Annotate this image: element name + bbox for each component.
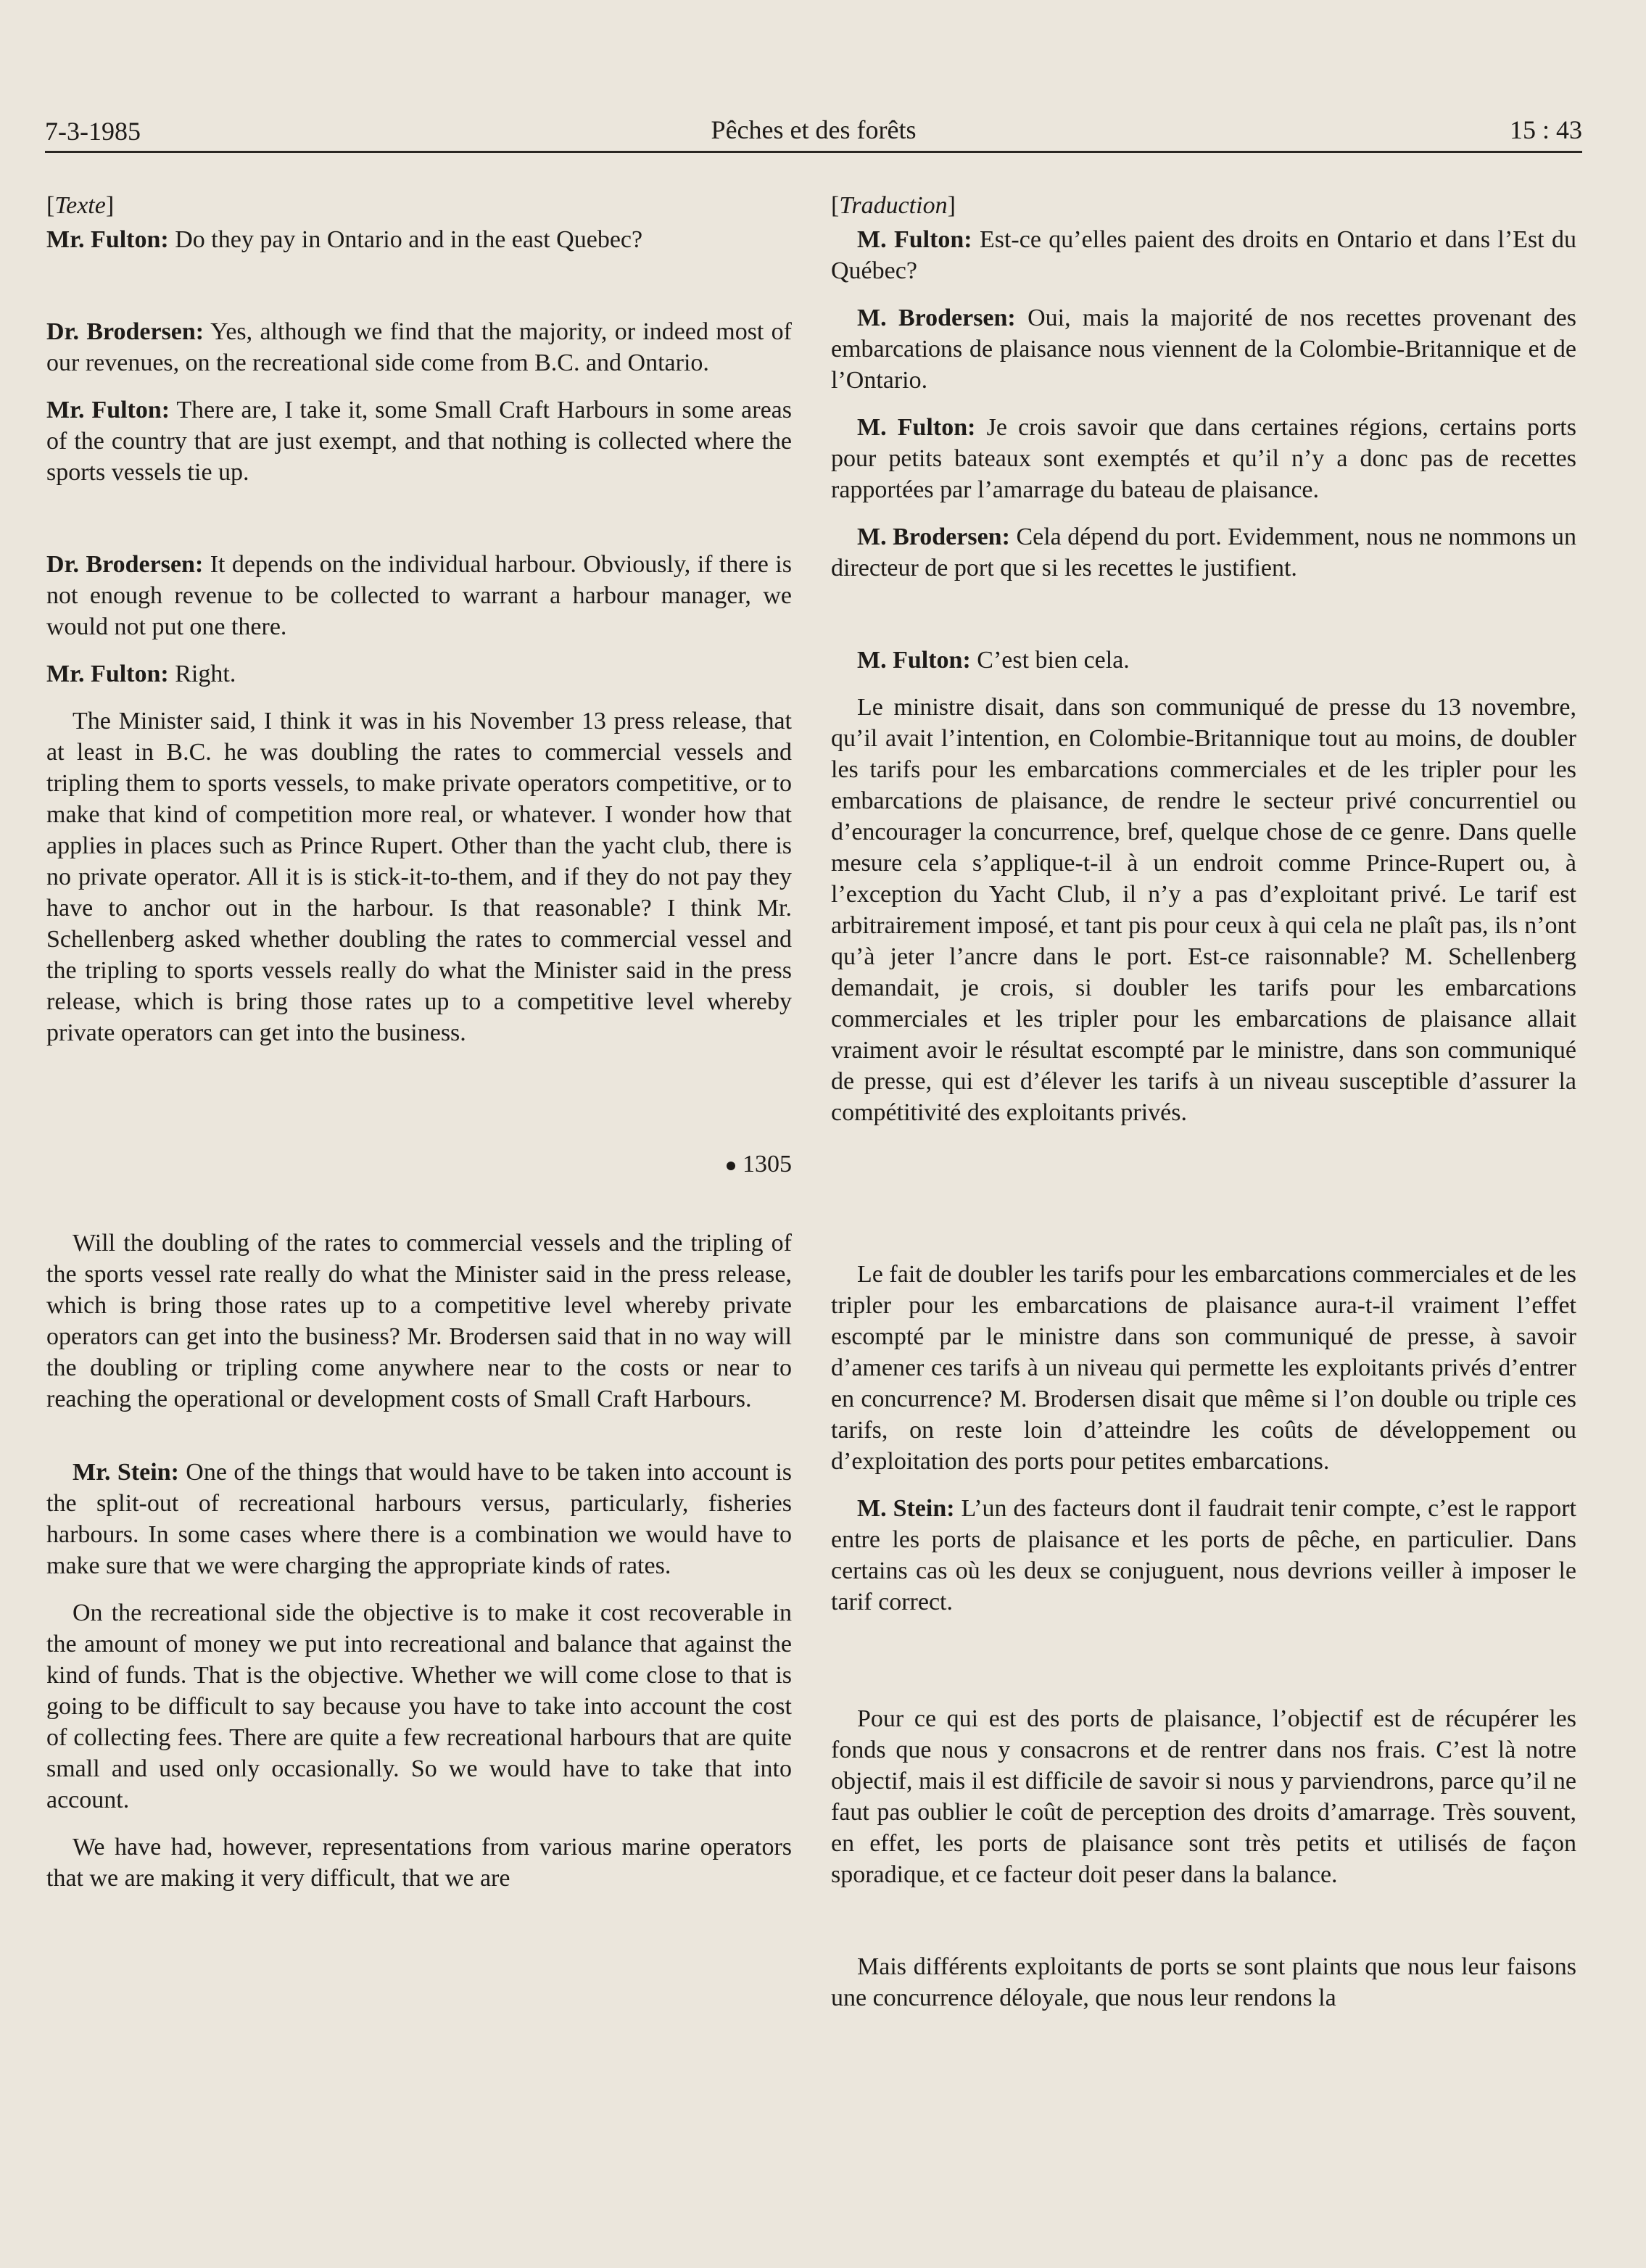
paragraph-fulton-1 (46, 224, 792, 255)
timestamp-marker (46, 1149, 792, 1180)
paragraph-fulton-1-fr (831, 224, 1576, 286)
header-title: Pêches et des forêts (711, 115, 917, 144)
section-tag-label: Texte (54, 192, 106, 219)
header-date: 7-3-1985 (45, 117, 141, 146)
speaker-name: M. Stein: (857, 1495, 955, 1522)
paragraph-text: There are, I take it, some Small Craft Harbours in some areas of the country that are just exempt, and that nothing is collected where the sports vessels tie up. (46, 397, 792, 486)
paragraph-brodersen-2-fr (831, 521, 1576, 584)
speaker-name: M. Brodersen: (857, 523, 1010, 550)
section-tag-traduction: [Traduction] (831, 192, 956, 219)
paragraph-fulton-4-fr: Le ministre disait, dans son communiqué de presse du 13 novembre, qu’il avait l’intention, en Colombie-Britannique tout au moins, de doubler les tarifs pour les embarcations commerciales et de les tripler pour les embarcations de plaisance, de rendre le secteur privé concurrentiel ou d’encourager la concurrence, bref, quelque chose de ce genre. Dans quelle mesure cela s’applique-t-il à un endroit comme Prince-Rupert ou, à l’exception du Yacht Club, il n’y a pas d’exploitant privé. Le tarif est arbitrairement imposé, et tant pis pour ceux à qui cela ne plaît pas, ils n’ont qu’à jeter l’ancre dans le port. Est-ce raisonnable? M. Schellenberg demandait, je crois, si doubler les tarifs pour les embarcations commerciales et les tripler pour les embarcations de plaisance allait vraiment avoir le résultat escompté par le ministre, dans son communiqué de presse, qui est d’élever les tarifs à un niveau susceptible d’assurer la compétitivité des exploitants privés. (831, 694, 1576, 1126)
paragraph-text: One of the things that would have to be taken into account is the split-out of recreational harbours versus, particularly, fisheries harbours. In some cases where there is a combination we would have to make sure that we were charging the appropriate kinds of rates. (46, 1459, 793, 1579)
speaker-name: M. Fulton: (857, 647, 971, 674)
paragraph-stein-3-fr: Mais différents exploitants de ports se sont plaints que nous leur faisons une concurrence déloyale, que nous leur rendons la (831, 1953, 1576, 2011)
paragraph-text: C’est bien cela. (970, 647, 1130, 674)
page-header (45, 109, 1582, 153)
speaker-name: Mr. Fulton: (46, 661, 169, 687)
header-page-number: 15 : 43 (1509, 115, 1582, 144)
paragraph-text: Oui, mais la majorité de nos recettes provenant des embarcations de plaisance nous viennent de la Colombie-Britannique et de l’Ontario. (831, 305, 1577, 394)
speaker-name: M. Brodersen: (857, 305, 1016, 331)
speaker-name: Mr. Stein: (73, 1459, 179, 1486)
paragraph-text: It depends on the individual harbour. Obviously, if there is not enough revenue to be collected to warrant a harbour manager, we would not put one there. (46, 551, 792, 640)
paragraph-stein-1-fr (831, 1493, 1576, 1618)
paragraph-fulton-3-fr (831, 645, 1576, 676)
speaker-name: Mr. Fulton: (46, 397, 170, 423)
paragraph-text: L’un des facteurs dont il faudrait tenir compte, c’est le rapport entre les ports de plaisance et les ports de pêche, en particulier. Dans certains cas où les deux se conjuguent, nous devrions veiller à imposer le tarif correct. (831, 1495, 1577, 1615)
paragraph-brodersen-1-fr (831, 302, 1576, 396)
english-column (46, 190, 792, 1910)
speaker-name: Dr. Brodersen: (46, 318, 204, 345)
paragraph-fulton-5: Will the doubling of the rates to commercial vessels and the tripling of the sports vessel rate really do what the Minister said in the press release, which is bring those rates up to a competitive level whereby private operators can get into the business? Mr. Brodersen said that in no way will the doubling or tripling come anywhere near to the costs or near to reaching the operational or development costs of Small Craft Harbours. (46, 1230, 792, 1412)
paragraph-stein-3: We have had, however, representations from various marine operators that we are making it very difficult, that we are (46, 1834, 792, 1892)
paragraph-text: Yes, although we find that the majority, or indeed most of our revenues, on the recreational side come from B.C. and Ontario. (46, 318, 793, 376)
paragraph-text: Right. (168, 661, 236, 687)
paragraph-text: Cela dépend du port. Evidemment, nous ne nommons un directeur de port que si les recettes le justifient. (831, 523, 1577, 582)
paragraph-stein-1 (46, 1457, 792, 1581)
paragraph-text: Do they pay in Ontario and in the east Quebec? (168, 226, 643, 253)
paragraph-brodersen-2 (46, 549, 792, 642)
paragraph-text: Je crois savoir que dans certaines régions, certains ports pour petits bateaux sont exemptés et qu’il n’y a donc pas de recettes rapportées par l’amarrage du bateau de plaisance. (831, 414, 1576, 503)
paragraph-fulton-2 (46, 394, 792, 488)
speaker-name: M. Fulton: (857, 414, 976, 441)
paragraph-text: Est-ce qu’elles paient des droits en Ontario et dans l’Est du Québec? (831, 226, 1576, 284)
paragraph-stein-2-fr: Pour ce qui est des ports de plaisance, l’objectif est de récupérer les fonds que nous y consacrons et de rentrer dans nos frais. C’est là notre objectif, mais il est difficile de savoir si nous y parviendrons, parce qu’il ne faut pas oublier le coût de perception des droits d’amarrage. Très souvent, en effet, les ports de plaisance sont très petits et utilisés de façon sporadique, et ce facteur doit peser dans la balance. (831, 1705, 1576, 1888)
speaker-name: M. Fulton: (857, 226, 972, 253)
paragraph-stein-2: On the recreational side the objective is to make it cost recoverable in the amount of money we put into recreational and balance that against the kind of funds. That is the objective. Whether we will come close to that is going to be difficult to say because you have to take into account the cost of collecting fees. There are quite a few recreational harbours that are quite small and used only occasionally. So we would have to take that into account. (46, 1599, 792, 1813)
speaker-name: Mr. Fulton: (46, 226, 169, 253)
paragraph-fulton-5-fr: Le fait de doubler les tarifs pour les embarcations commerciales et de les tripler pour les embarcations de plaisance aura-t-il vraiment l’effet escompté par le ministre dans son communiqué de presse, à savoir d’amener ces tarifs à un niveau qui permette les exploitants privés d’entrer en concurrence? M. Brodersen disait que même si l’on double ou triple ces tarifs, on reste loin d’atteindre les coûts de développement ou d’exploitation des ports pour petites embarcations. (831, 1261, 1576, 1475)
paragraph-fulton-3 (46, 658, 792, 690)
timestamp-text: 1305 (743, 1151, 792, 1178)
section-tag-texte: [Texte] (46, 192, 115, 219)
paragraph-brodersen-1 (46, 316, 792, 378)
section-tag-label: Traduction (839, 192, 948, 219)
paragraph-fulton-4: The Minister said, I think it was in his November 13 press release, that at least in B.C. he was doubling the rates to commercial vessels and tripling them to sports vessels, to make private operators competitive, or to make that kind of competition more real, or whatever. I wonder how that applies in places such as Prince Rupert. Other than the yacht club, there is no private operator. All it is is stick-it-to-them, and if they do not pay they have to anchor out in the harbour. Is that reasonable? I think Mr. Schellenberg asked whether doubling the rates to commercial vessel and the tripling to sports vessels really do what the Minister said in the press release, which is bring those rates up to a competitive level whereby private operators can get into the business. (46, 708, 792, 1046)
bullet-icon (727, 1162, 735, 1170)
paragraph-fulton-2-fr (831, 412, 1576, 505)
speaker-name: Dr. Brodersen: (46, 551, 204, 578)
french-column (831, 190, 1576, 2029)
